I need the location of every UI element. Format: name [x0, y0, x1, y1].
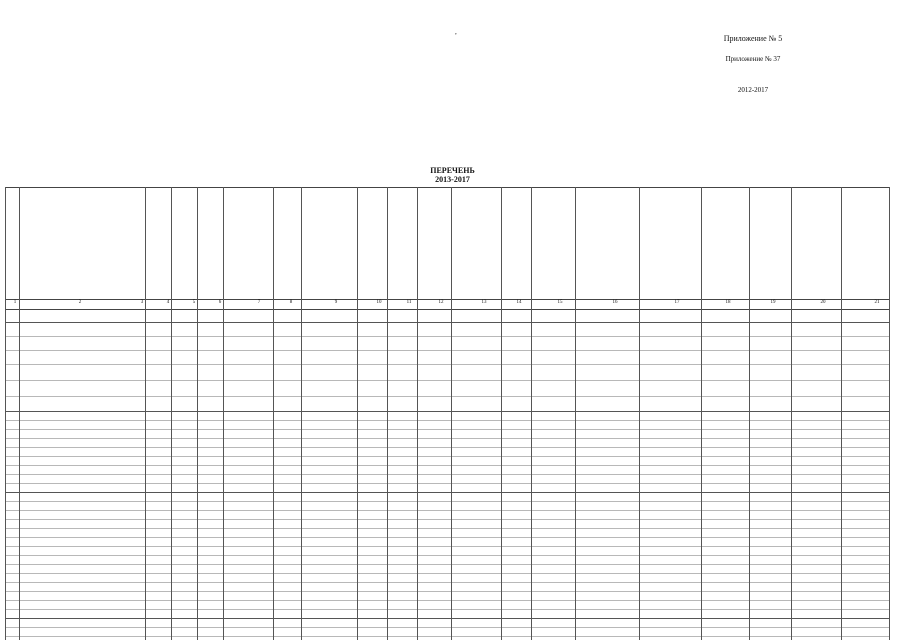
table-row-border — [5, 627, 890, 628]
column-divider — [749, 187, 750, 640]
column-number: 16 — [612, 300, 618, 305]
appendix-block — [628, 34, 878, 100]
table-row-border — [5, 582, 890, 583]
column-number: 3 — [140, 300, 144, 305]
column-divider — [301, 187, 302, 640]
appendix-title: Приложение № 5 — [723, 34, 783, 43]
column-number: 17 — [674, 300, 680, 305]
column-number: 15 — [557, 300, 563, 305]
table-row-border — [5, 546, 890, 547]
table-row-border — [5, 411, 890, 412]
table-row-border — [5, 420, 890, 421]
column-divider — [451, 187, 452, 640]
table-row-border — [5, 438, 890, 439]
column-number: 19 — [770, 300, 776, 305]
table-row-border — [5, 591, 890, 592]
table-row-border — [5, 501, 890, 502]
document-title-years: 2013-2017 — [435, 175, 470, 184]
table-row-border — [5, 474, 890, 475]
column-divider — [841, 187, 842, 640]
column-number: 13 — [481, 300, 487, 305]
column-divider — [531, 187, 532, 640]
table-row-border — [5, 322, 890, 323]
column-number: 5 — [192, 300, 196, 305]
column-divider — [145, 187, 146, 640]
table-row-border — [5, 350, 890, 351]
table-row-border — [5, 465, 890, 466]
table-row-border — [5, 364, 890, 365]
housing-table — [5, 187, 890, 640]
column-divider — [501, 187, 502, 640]
column-number: 8 — [289, 300, 293, 305]
document-title-main: ПЕРЕЧЕНЬ — [430, 166, 475, 175]
column-number: 4 — [166, 300, 170, 305]
table-row-border — [5, 609, 890, 610]
table-row-border — [5, 636, 890, 637]
table-row-border — [5, 447, 890, 448]
column-number: 21 — [874, 300, 880, 305]
column-number: 1 — [13, 300, 17, 305]
table-row-border — [5, 429, 890, 430]
table-row-border — [5, 564, 890, 565]
column-number: 10 — [376, 300, 382, 305]
column-divider — [417, 187, 418, 640]
column-divider — [223, 187, 224, 640]
table-row-border — [5, 537, 890, 538]
table-row-border — [5, 618, 890, 619]
table-row-border — [5, 396, 890, 397]
column-divider — [575, 187, 576, 640]
column-divider — [791, 187, 792, 640]
column-number: 6 — [218, 300, 222, 305]
column-number: 11 — [406, 300, 412, 305]
column-divider — [19, 187, 20, 640]
column-divider — [197, 187, 198, 640]
column-divider — [639, 187, 640, 640]
column-divider — [701, 187, 702, 640]
appendix-reference: Приложение № 37 — [725, 55, 781, 63]
table-row-border — [5, 528, 890, 529]
document-title — [0, 166, 905, 184]
column-divider — [5, 187, 6, 640]
table-row-border — [5, 456, 890, 457]
column-number-row — [5, 300, 890, 309]
table-row-border — [5, 600, 890, 601]
column-divider — [889, 187, 890, 640]
column-divider — [357, 187, 358, 640]
table-row-border — [5, 380, 890, 381]
column-number: 9 — [334, 300, 338, 305]
table-top-border — [5, 187, 890, 188]
column-number: 7 — [257, 300, 261, 305]
column-divider — [171, 187, 172, 640]
appendix-program-years: 2012-2017 — [737, 86, 769, 94]
column-number: 2 — [78, 300, 82, 305]
table-row-border — [5, 492, 890, 493]
column-number: 18 — [725, 300, 731, 305]
table-row-border — [5, 336, 890, 337]
table-row-border — [5, 483, 890, 484]
column-number: 20 — [820, 300, 826, 305]
column-number-bottom-border — [5, 309, 890, 310]
column-divider — [387, 187, 388, 640]
table-row-border — [5, 519, 890, 520]
column-number: 14 — [516, 300, 522, 305]
table-row-border — [5, 573, 890, 574]
column-divider — [273, 187, 274, 640]
page-mark: , — [455, 28, 457, 36]
table-row-border — [5, 555, 890, 556]
column-number: 12 — [438, 300, 444, 305]
table-row-border — [5, 510, 890, 511]
